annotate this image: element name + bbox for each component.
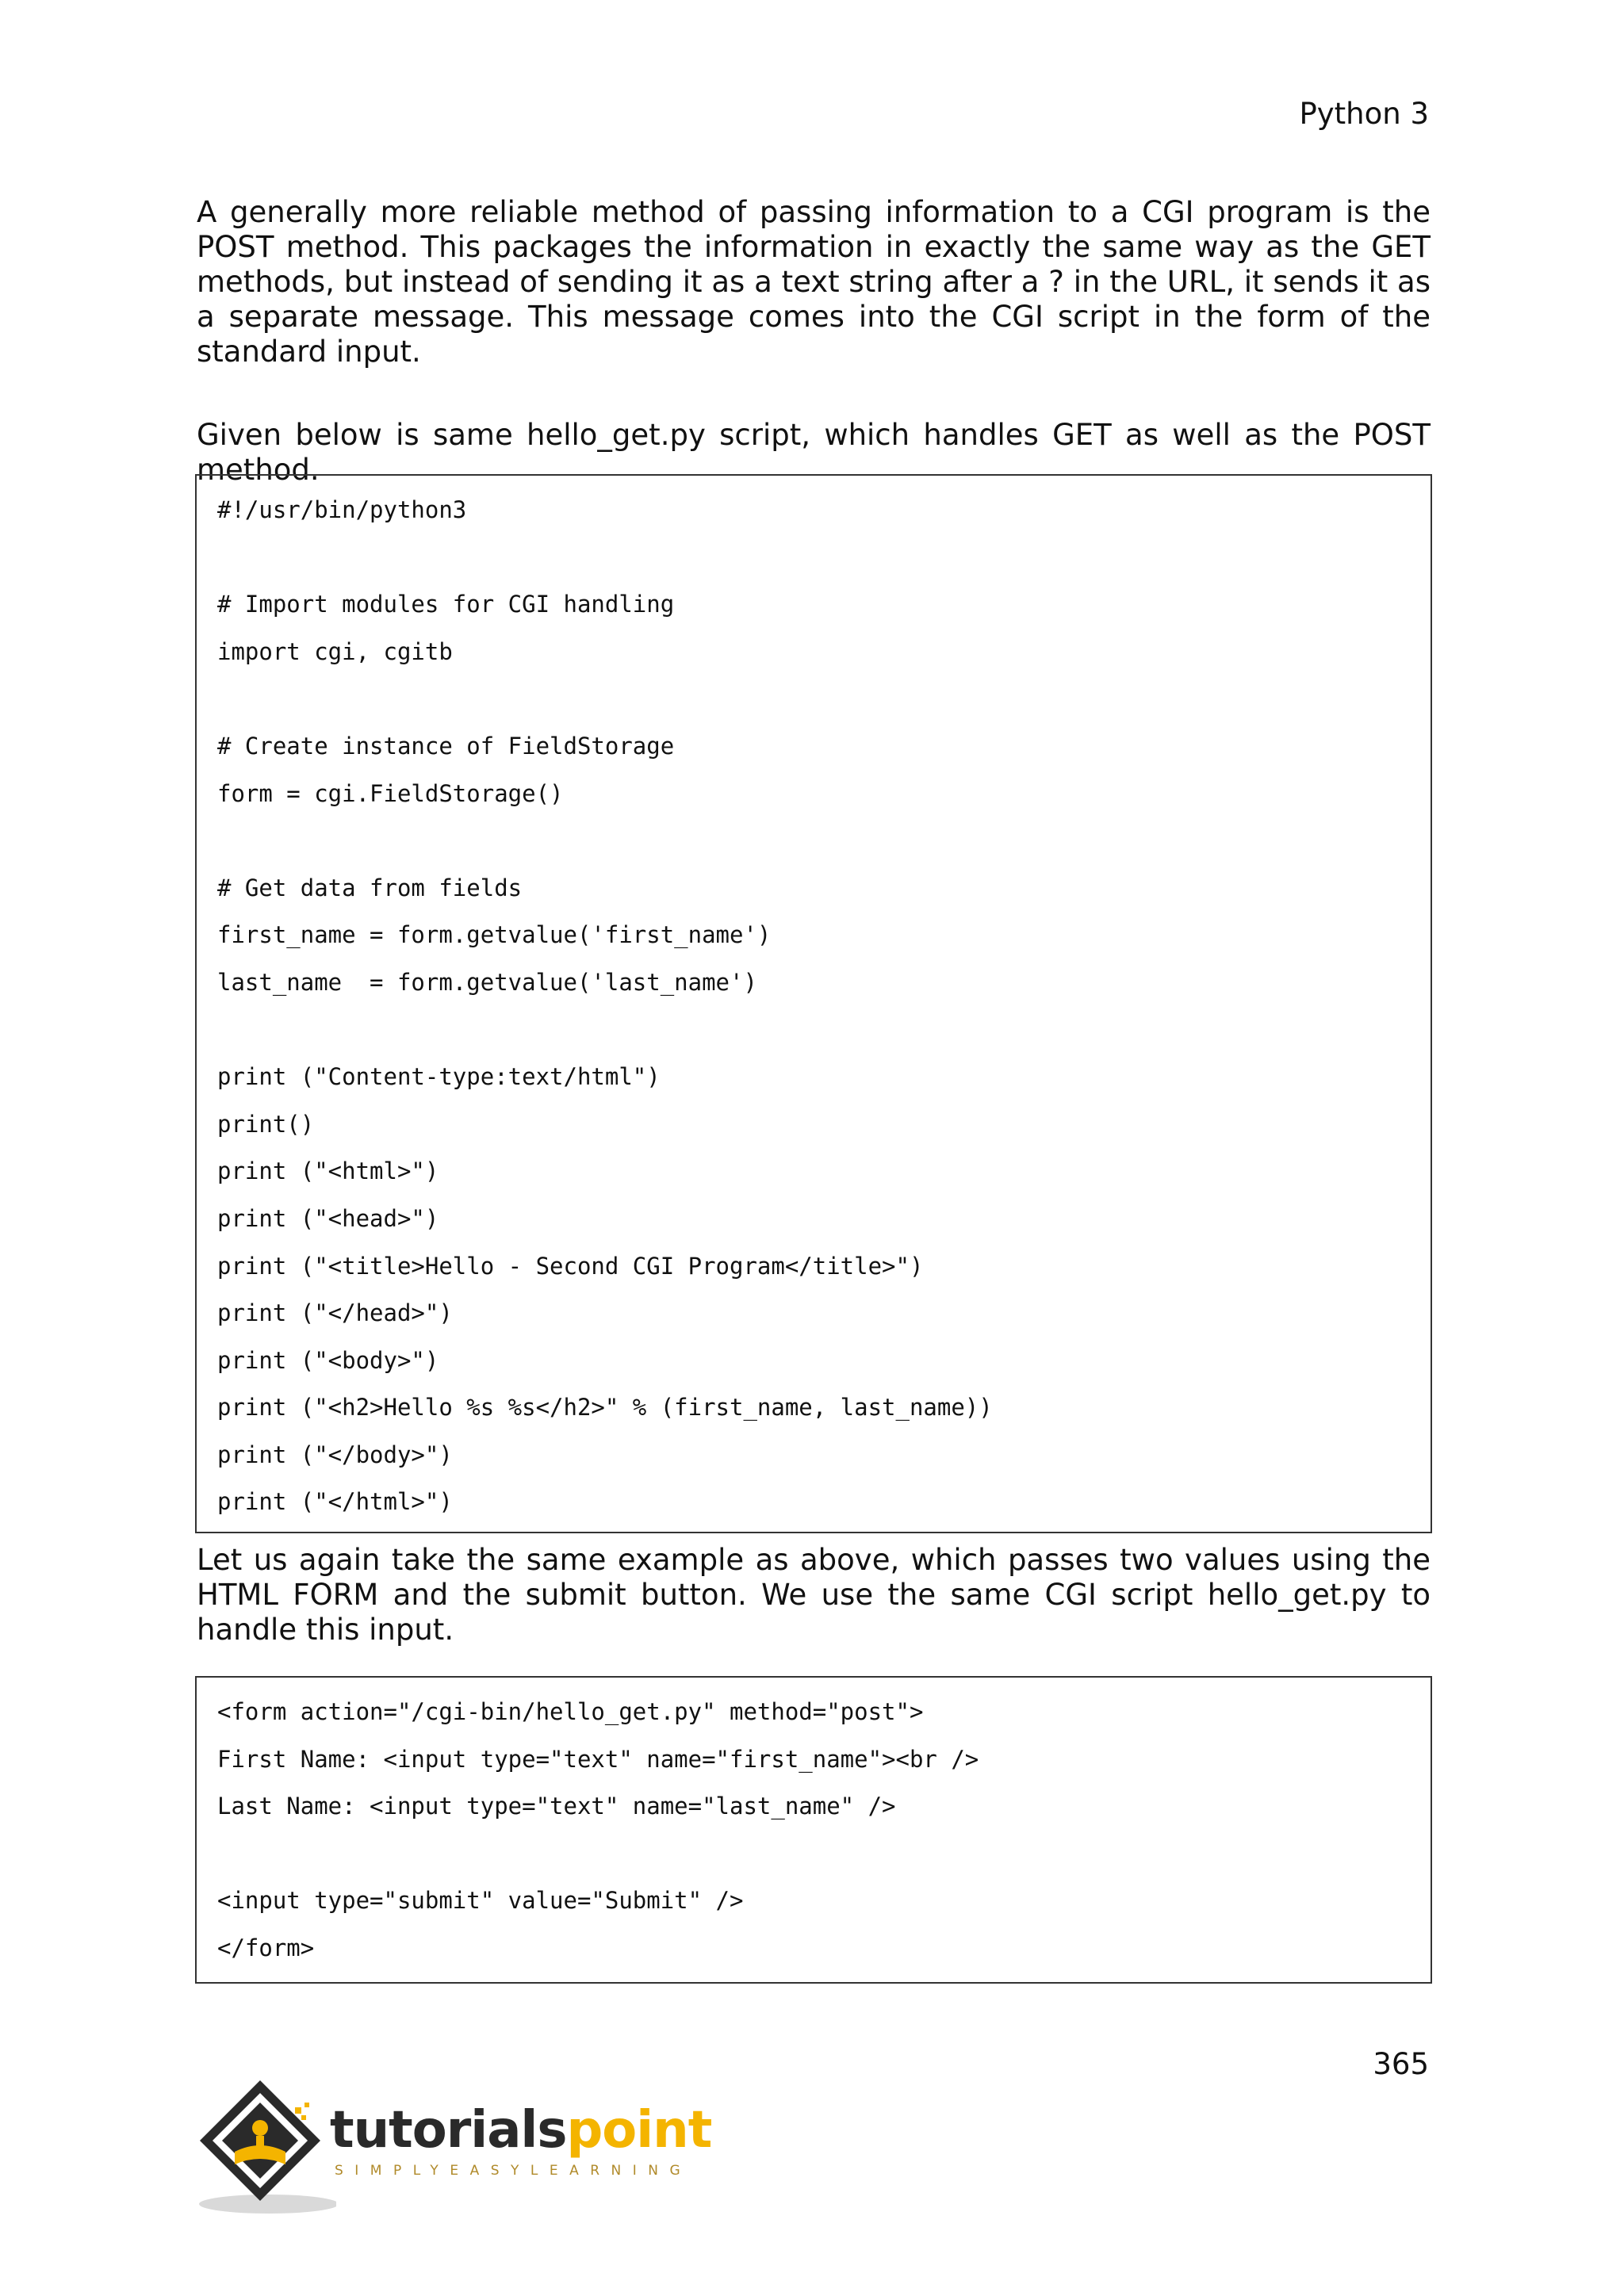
logo-emblem-icon	[193, 2076, 336, 2218]
code-line: print ("<h2>Hello %s %s</h2>" % (first_name, last_name))	[217, 1394, 993, 1422]
code-line: First Name: <input type="text" name="first_name"><br />	[217, 1745, 979, 1773]
logo-wordmark	[330, 2103, 711, 2158]
code-line: print ("</body>")	[217, 1441, 453, 1468]
code-line: last_name = form.getvalue('last_name')	[217, 968, 757, 996]
code-line	[217, 1013, 1431, 1061]
code-line: Last Name: <input type="text" name="last_name" />	[217, 1793, 896, 1820]
code-line: </form>	[217, 1934, 315, 1961]
code-block-html-form	[195, 1676, 1432, 1984]
code-line: print()	[217, 1110, 315, 1138]
logo-word-point: point	[566, 2101, 712, 2160]
code-line: # Get data from fields	[217, 874, 523, 901]
paragraph-post-method: A generally more reliable method of passing information to a CGI program is the POST method. This packages the information in exactly the same way as the GET methods, but instead of sending it as a text string after a ? in the URL, it sends it as a separate message. This message comes into the CGI script in the form of the standard input.	[197, 195, 1431, 369]
logo-word-tutorials: tutorials	[330, 2101, 567, 2160]
code-block-python-script	[195, 474, 1432, 1533]
code-line	[217, 541, 1431, 588]
paragraph-script-intro: Given below is same hello_get.py script, which handles GET as well as the POST method.	[197, 418, 1431, 487]
logo-tagline: SIMPLYEASYLEARNING	[335, 2163, 692, 2179]
code-line: print ("</head>")	[217, 1299, 453, 1327]
code-line: print ("</html>")	[217, 1488, 453, 1516]
code-line: print ("<title>Hello - Second CGI Program</title>")	[217, 1252, 924, 1280]
code-line: # Create instance of FieldStorage	[217, 732, 675, 760]
code-line: # Import modules for CGI handling	[217, 591, 675, 618]
code-line: print ("<body>")	[217, 1346, 439, 1374]
code-line	[217, 824, 1431, 871]
code-line: <form action="/cgi-bin/hello_get.py" method="post">	[217, 1698, 924, 1725]
code-line: #!/usr/bin/python3	[217, 496, 467, 523]
code-line: <input type="submit" value="Submit" />	[217, 1887, 744, 1915]
code-line: print ("<head>")	[217, 1204, 439, 1232]
running-header: Python 3	[1299, 97, 1429, 131]
code-line	[217, 1837, 1431, 1885]
code-line: print ("<html>")	[217, 1158, 439, 1185]
code-line: first_name = form.getvalue('first_name')	[217, 921, 772, 949]
code-line	[217, 682, 1431, 729]
code-line: import cgi, cgitb	[217, 637, 453, 665]
tutorialspoint-logo	[193, 2076, 712, 2218]
code-line: form = cgi.FieldStorage()	[217, 779, 564, 807]
page-number: 365	[1373, 2047, 1429, 2081]
paragraph-form-example: Let us again take the same example as above, which passes two values using the HTML FORM and the submit button. We use the same CGI script hello_get.py to handle this input.	[197, 1543, 1431, 1647]
code-line: print ("Content-type:text/html")	[217, 1063, 661, 1091]
